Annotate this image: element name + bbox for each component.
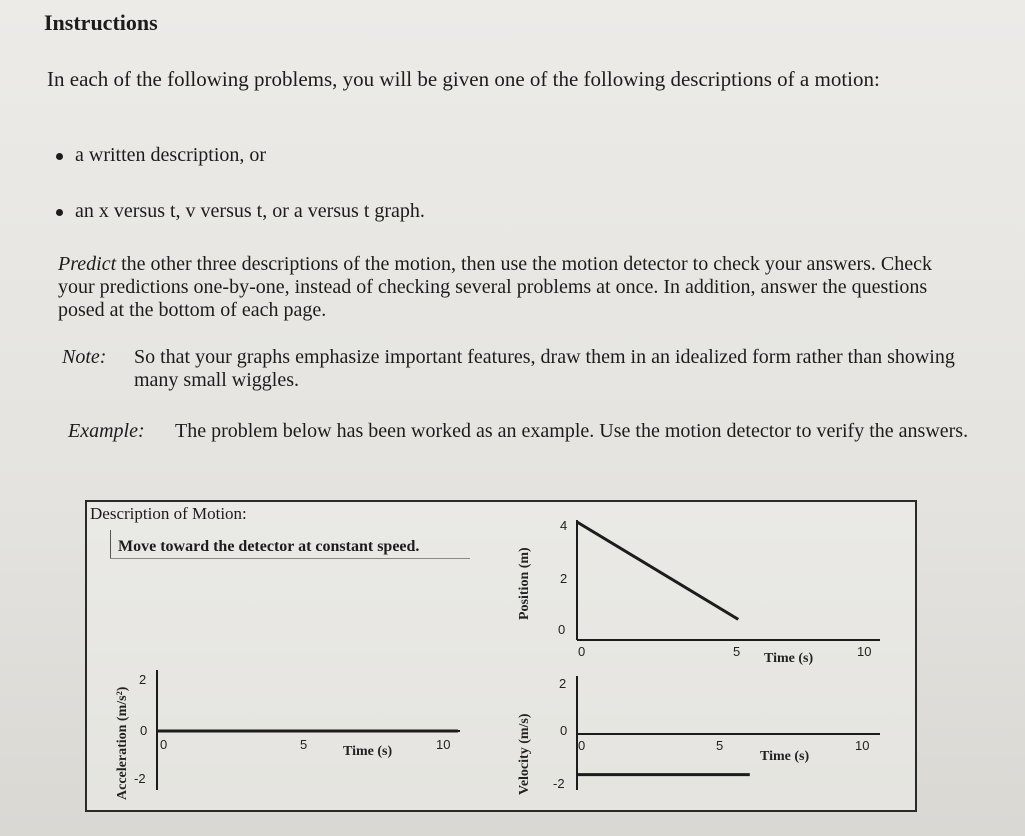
instructions-heading: Instructions	[44, 10, 158, 35]
position-y-tick: 2	[560, 571, 568, 586]
velocity-y-tick: -2	[553, 776, 565, 791]
example-text: The problem below has been worked as an example. Use the motion detector to verify the answers.	[175, 420, 969, 442]
bullet-text: a written description, or	[75, 144, 267, 166]
acceleration-x-label: Time (s)	[343, 744, 393, 759]
velocity-y-label: Velocity (m/s)	[517, 713, 532, 795]
position-x-tick: 5	[733, 644, 741, 659]
velocity-y-tick: 2	[559, 676, 567, 691]
acceleration-x-tick: 0	[160, 737, 168, 752]
position-x-tick: 10	[857, 644, 872, 659]
acceleration-y-label: Acceleration (m/s²)	[115, 686, 130, 800]
acceleration-y-tick: -2	[134, 771, 146, 786]
acceleration-x-tick: 10	[436, 737, 451, 752]
predict-text: the other three descriptions of the motion, then use the motion detector to check your answers. Check your predictions one-by-one, instead of checking several problems at once. In addition, answer the questions posed at the bottom of each page.	[58, 253, 933, 321]
position-y-tick: 0	[558, 622, 566, 637]
predict-word: Predict	[58, 253, 117, 275]
description-title: Description of Motion:	[90, 504, 247, 523]
description-text: Move toward the detector at constant speed.	[118, 538, 420, 555]
acceleration-y-tick: 2	[139, 672, 147, 687]
example-label: Example:	[68, 420, 145, 442]
position-series-line	[577, 522, 738, 619]
note-text: So that your graphs emphasize important features, draw them in an idealized form rather than showing many small wiggles.	[134, 346, 955, 391]
position-y-tick: 4	[560, 518, 568, 533]
note-label: Note:	[62, 346, 107, 368]
bullet-text: an x versus t, v versus t, or a versus t graph.	[75, 200, 425, 222]
position-x-label: Time (s)	[764, 651, 814, 666]
acceleration-graph	[115, 670, 460, 800]
velocity-x-tick: 0	[578, 738, 586, 753]
velocity-x-label: Time (s)	[760, 749, 810, 764]
intro-paragraph: In each of the following problems, you will be given one of the following descriptions of a motion:	[47, 67, 880, 91]
acceleration-y-tick: 0	[140, 723, 148, 738]
velocity-graph	[517, 676, 880, 795]
position-graph	[517, 518, 880, 666]
velocity-x-tick: 10	[855, 738, 870, 753]
acceleration-x-tick: 5	[300, 737, 308, 752]
velocity-x-tick: 5	[716, 738, 724, 753]
position-x-tick: 0	[578, 644, 586, 659]
velocity-y-tick: 0	[560, 723, 568, 738]
position-y-label: Position (m)	[517, 547, 532, 620]
